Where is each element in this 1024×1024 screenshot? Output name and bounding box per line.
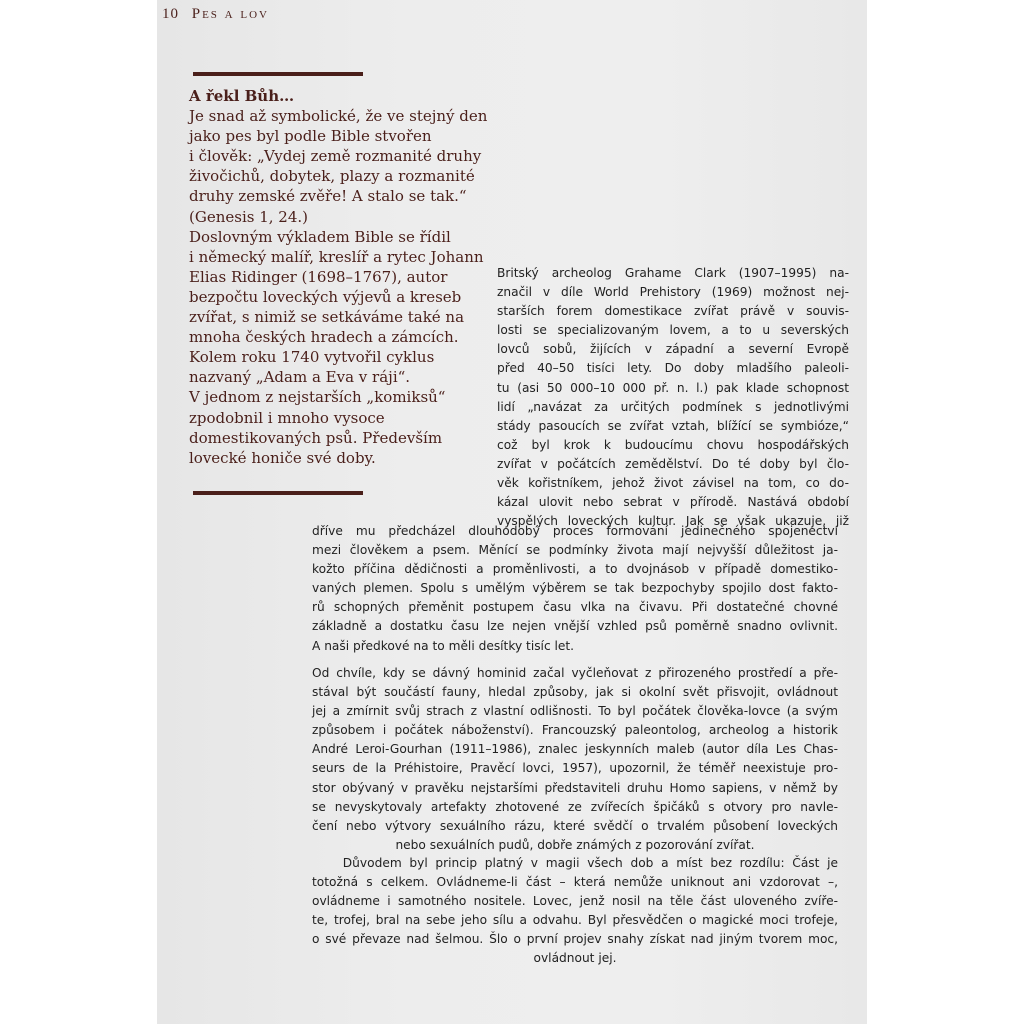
sidebar-line: lovecké honiče své doby. [189,448,376,467]
text-line: značil v díle World Prehistory (1969) možnost nej- [497,285,849,300]
text-line: nebo sexuálních pudů, dobře známých z pozorování zvířat. [395,837,755,852]
sidebar-line: Kolem roku 1740 vytvořil cyklus [189,348,435,367]
sidebar-line: zvířat, s nimiž se setkáváme také na [189,308,465,327]
text-line: vyspělých loveckých kultur. Jak se však ukazuje, již [497,514,849,529]
text-line: věk kořistníkem, jehož život závisel na tom, co do- [497,476,849,491]
text-line: jej a zmírnit svůj strach z vlastní odlišnosti. To byl počátek člověka-lovce (a svým [312,704,838,719]
text-line: o své převaze nad šelmou. Šlo o první projev snahy získat nad jiným tvorem moc, [312,932,838,947]
text-line: základně a dostatku času lze nejen vnější vzhled psů poměrně snadno ovlivnit. [312,619,838,634]
paragraph-2 [312,664,838,855]
sidebar-line: nazvaný „Adam a Eva v ráji“. [189,368,411,387]
text-line: vaných plemen. Spolu s umělým výběrem se tak bezpochyby spojilo dost fakto- [312,581,838,596]
sidebar-line: Je snad až symbolické, že ve stejný den [189,107,488,126]
text-line: A naši předkové na to měli desítky tisíc let. [312,638,575,653]
sidebar-line: i člověk: „Vydej země rozmanité druhy [189,147,482,166]
text-line: ovládneme i samotného nositele. Lovec, jenž nosil na těle část uloveného zvíře- [312,894,838,909]
text-line: totožná s celkem. Ovládneme-li část – která nemůže uniknout ani vzdorovat –, [312,875,838,890]
text-line: Od chvíle, kdy se dávný hominid začal vyčleňovat z přirozeného prostředí a pře- [312,666,838,680]
text-line: se nevyskytovaly artefakty zhotovené ze zvířecích špičáků s otvory pro navle- [312,799,838,814]
page-number: 10 [162,6,179,22]
text-line: stával být součástí fauny, hledal způsoby, jak si okolní svět přisvojit, ovládnout [312,685,838,700]
text-line: Britský archeolog Grahame Clark (1907–1995) na- [497,266,849,280]
text-line: mezi člověkem a psem. Měnící se podmínky života mají nejvyšší důležitost ja- [312,543,838,558]
sidebar-line: druhy zemské zvěře! A stalo se tak.“ [189,187,467,206]
sidebar-top-rule [193,72,363,76]
sidebar-line: mnoha českých hradech a zámcích. [189,328,459,347]
text-line: čení nebo výtvory sexuálního rázu, které svědčí o trvalém působení loveckých [312,818,838,833]
text-line: způsobem i počátek náboženství). Francouzský paleontolog, archeolog a historik [312,723,838,738]
chapter-title: Pes a lov [191,6,269,22]
text-line: před 40–50 tisíci lety. Do doby mladšího paleoli- [497,361,849,376]
sidebar-line: V jednom z nejstarších „komiksů“ [189,388,446,407]
text-line: André Leroi-Gourhan (1911–1986), znalec jeskynních maleb (autor díla Les Chas- [312,742,838,757]
sidebar-line: i německý malíř, kreslíř a rytec Johann [189,247,484,266]
paragraph-1-continued [312,522,838,656]
text-line: kožto příčina dědičnosti a proměnlivosti, a to dvojnásob v případě domestiko- [312,562,838,577]
text-line: dříve mu předcházel dlouhodobý proces formování jedinečného spojenectví [312,524,838,538]
text-line: stor obývaný v pravěku nejstaršími představiteli druhu Homo sapiens, v němž by [312,780,838,795]
text-line: tu (asi 50 000–10 000 př. n. l.) pak klade schopnost [497,380,849,395]
sidebar-bottom-rule [193,491,363,495]
text-line: lidí „navázat za určitých podmínek s jednotlivými [497,399,849,414]
sidebar-box [189,86,489,468]
sidebar-line: zpodobnil i mnoho vysoce [189,408,385,427]
text-line: což byl krok k budoucímu chovu hospodářských [497,437,849,452]
text-line: zvířat v počátcích zemědělství. Do té doby byl člo- [497,456,849,471]
text-line: ovládnout jej. [533,951,617,966]
text-line: lovců sobů, žijících v západní a severní Evropě [497,342,849,357]
text-line: losti se specializovaným lovem, a to u severských [497,323,849,338]
running-head [162,6,269,23]
text-line: stády pasoucích se zvířat vztah, blížící se symbióze,“ [497,418,849,433]
text-line: starších forem domestikace zvířat právě v souvis- [497,304,849,319]
text-line: kázal ulovit nebo sebrat v přírodě. Nastává období [497,495,849,510]
sidebar-line: jako pes byl podle Bible stvořen [189,127,432,146]
text-line: te, trofej, bral na sebe jeho sílu a odvahu. Byl přesvědčen o magické moci trofeje, [312,913,838,928]
text-line: rů schopných přeměnit postupem času vlka na čivavu. Při dostatečné chovné [312,600,838,615]
sidebar-heading: A řekl Bůh… [189,87,295,105]
sidebar-line: živočichů, dobytek, plazy a rozmanité [189,167,475,186]
sidebar-line: bezpočtu loveckých výjevů a kreseb [189,287,462,306]
sidebar-line: (Genesis 1, 24.) [189,207,308,226]
sidebar-line: Elias Ridinger (1698–1767), autor [189,267,448,286]
sidebar-line: Doslovným výkladem Bible se řídil [189,227,451,246]
text-line: Důvodem byl princip platný v magii všech dob a míst bez rozdílu: Část je [312,856,838,870]
text-line: seurs de la Préhistoire, Pravěcí lovci, 1957), upozornil, že téměř neexistuje pro- [312,761,838,776]
paragraph-3 [312,854,838,969]
paragraph-1-column [497,264,849,531]
sidebar-line: domestikovaných psů. Především [189,428,443,447]
